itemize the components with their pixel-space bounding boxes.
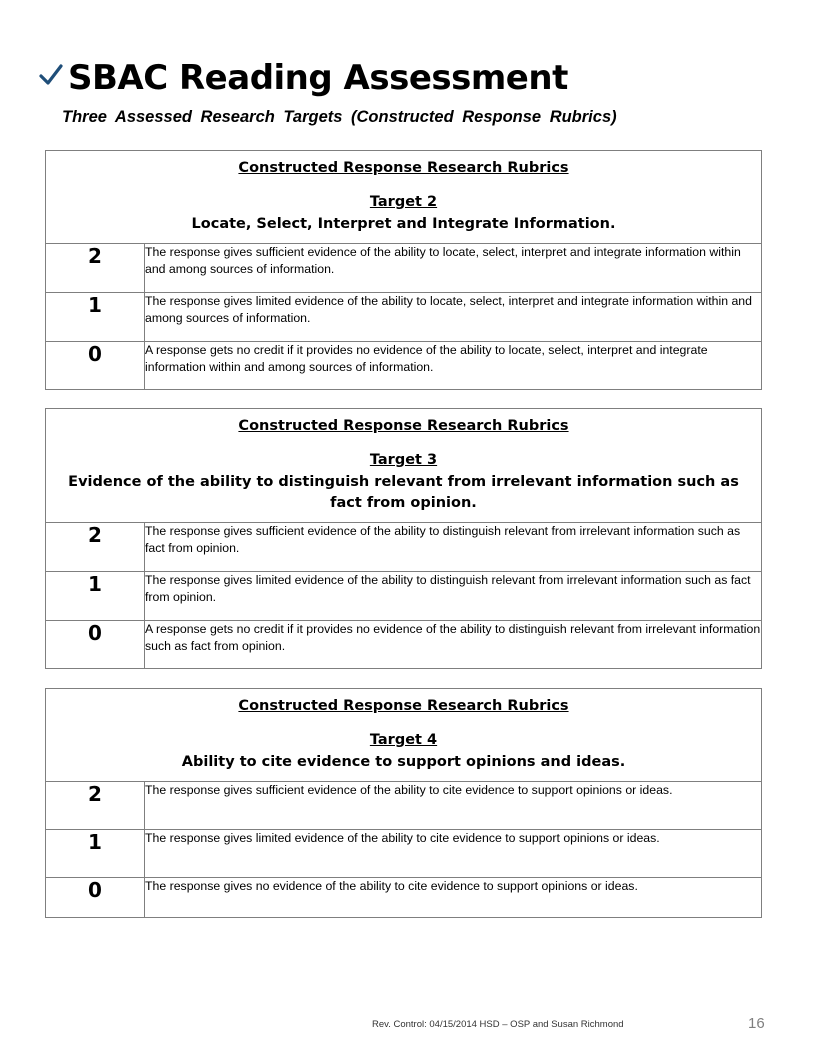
criteria-cell: The response gives limited evidence of the ability to locate, select, interpret and integrate information within and among sources of information. <box>145 293 762 342</box>
rubric-description: Locate, Select, Interpret and Integrate Information. <box>191 216 616 232</box>
rubric-row <box>46 572 762 621</box>
rubric-row <box>46 293 762 342</box>
score-cell: 0 <box>46 878 145 918</box>
rubric-title: Constructed Response Research Rubrics <box>238 160 569 176</box>
rubric-description: Ability to cite evidence to support opinions and ideas. <box>181 754 626 770</box>
rubric-header <box>46 151 762 244</box>
score-cell: 2 <box>46 782 145 830</box>
criteria-cell: The response gives no evidence of the ability to cite evidence to support opinions or ideas. <box>145 878 762 918</box>
rubric-target: Target 2 <box>369 194 438 210</box>
score-cell: 0 <box>46 342 145 390</box>
rubric-row <box>46 621 762 669</box>
rubric-header <box>46 409 762 523</box>
score-cell: 0 <box>46 621 145 669</box>
page-subtitle: Three Assessed Research Targets (Constructed Response Rubrics) <box>62 108 617 126</box>
criteria-cell: The response gives sufficient evidence of the ability to distinguish relevant from irrelevant information such as fact from opinion. <box>145 523 762 572</box>
page-number: 16 <box>748 1015 765 1032</box>
score-cell: 1 <box>46 830 145 878</box>
page-title: SBAC Reading Assessment <box>68 58 568 98</box>
rubric-table-target-3 <box>45 408 762 669</box>
rubric-row <box>46 878 762 918</box>
rubric-target: Target 3 <box>369 452 438 468</box>
criteria-cell: The response gives sufficient evidence of the ability to locate, select, interpret and integrate information within and among sources of information. <box>145 244 762 293</box>
rubric-title: Constructed Response Research Rubrics <box>238 418 569 434</box>
rubric-table-target-2 <box>45 150 762 390</box>
checkmark-icon <box>38 62 64 88</box>
score-cell: 1 <box>46 572 145 621</box>
score-cell: 1 <box>46 293 145 342</box>
rubric-description: Evidence of the ability to distinguish relevant from irrelevant information such as fact from opinion. <box>68 474 739 511</box>
score-cell: 2 <box>46 523 145 572</box>
rubric-target: Target 4 <box>369 732 438 748</box>
score-cell: 2 <box>46 244 145 293</box>
rubric-row <box>46 244 762 293</box>
rubric-row <box>46 830 762 878</box>
criteria-cell: A response gets no credit if it provides no evidence of the ability to locate, select, interpret and integrate information within and among sources of information. <box>145 342 762 390</box>
rubric-row <box>46 523 762 572</box>
rubric-title: Constructed Response Research Rubrics <box>238 698 569 714</box>
criteria-cell: The response gives sufficient evidence of the ability to cite evidence to support opinions or ideas. <box>145 782 762 830</box>
rubric-table-target-4 <box>45 688 762 918</box>
criteria-cell: A response gets no credit if it provides no evidence of the ability to distinguish relevant from irrelevant information such as fact from opinion. <box>145 621 762 669</box>
rubric-header <box>46 689 762 782</box>
revision-footer: Rev. Control: 04/15/2014 HSD – OSP and Susan Richmond <box>372 1019 624 1030</box>
criteria-cell: The response gives limited evidence of the ability to distinguish relevant from irrelevant information such as fact from opinion. <box>145 572 762 621</box>
rubric-row <box>46 782 762 830</box>
rubric-row <box>46 342 762 390</box>
criteria-cell: The response gives limited evidence of the ability to cite evidence to support opinions or ideas. <box>145 830 762 878</box>
